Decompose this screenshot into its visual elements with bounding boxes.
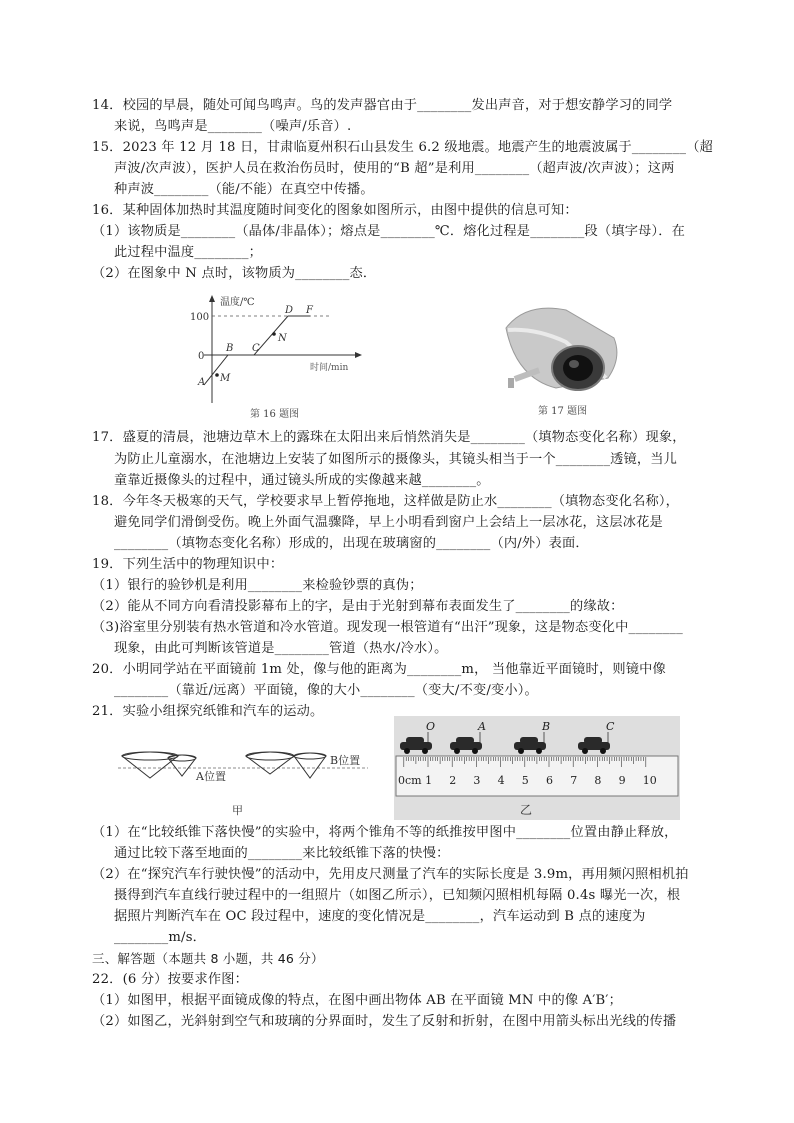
q18-line2: 避免同学们滑倒受伤。晚上外面气温骤降，早上小明看到窗户上会结上一层冰花，这层冰花是 [114,515,663,530]
fig16-graph [190,293,370,423]
q17-line1: 17．盛夏的清晨，池塘边草木上的露珠在太阳出来后悄然消失是________（填物态变化名称）现象， [92,430,686,445]
fig16-point-c: C [252,343,260,354]
q18-line3: ________（填物态变化名称）形成的，出现在玻璃窗的________（内/外）表面． [114,536,589,551]
fig21-pos-b: B位置 [330,754,361,767]
q22-line3: （2）如图乙，光斜射到空气和玻璃的分界面时，发生了反射和折射，在图中用箭头标出光线的传播 [92,1014,677,1029]
fig16-point-b: B [226,343,234,354]
ruler-label: 7 [570,774,578,787]
fig21-car-c [578,737,610,754]
fig16-point-m: M [220,373,231,384]
ruler-label: 9 [618,774,626,787]
q15-line1: 15．2023 年 12 月 18 日，甘肃临夏州积石山县发生 6.2 级地震。地震产生的地震波属于________（超 [92,140,713,155]
q17-line2: 为防止儿童溺水，在池塘边上安装了如图所示的摄像头，其镜头相当于一个________透镜，当儿 [114,452,678,467]
q19-line3: （2）能从不同方向看清投影幕布上的字，是由于光射到幕布表面发生了________的缘故： [92,599,624,614]
q21-line3: 通过比较下落至地面的________来比较纸锥下落的快慢： [114,846,450,861]
fig16-point-n: N [278,333,287,344]
q15-line3: 种声波________（能/不能）在真空中传播。 [114,182,374,197]
q14-line2: 来说，鸟鸣声是________（噪声/乐音）. [114,119,352,134]
q19-line5: 现象，由此可判断该管道是________管道（热水/冷水）。 [114,641,448,656]
fig16-y100: 100 [190,312,210,323]
fig21-mark-c: C [606,720,615,733]
q14-line1: 14．校园的早晨，随处可闻鸟鸣声。鸟的发声器官由于________发出声音，对于想安静学习的同学 [92,98,673,113]
fig21-car-b [514,737,546,754]
fig21-ruler-photo [394,716,680,820]
fig21-mark-b: B [542,720,551,733]
q17-line3: 童靠近摄像头的过程中，通过镜头所成的实像越来越________。 [114,473,490,488]
fig21-mark-a: A [478,720,486,733]
q21-line1: 21．实验小组探究纸锥和汽车的运动。 [92,704,324,719]
q18-line1: 18．今年冬天极寒的天气，学校要求早上暂停拖地，这样做是防止水________（填物态变化名称）， [92,494,680,509]
q21-line4: （2）在“探究汽车行驶快慢”的活动中，先用皮尺测量了汽车的实际长度是 3.9m，再用频闪照相机拍 [92,867,689,882]
q20-line2: ________（靠近/远离）平面镜，像的大小________（变大/不变/变小）。 [114,683,538,698]
fig16-ylabel: 温度/℃ [220,297,255,308]
q19-line2: （1）银行的验钞机是利用________来检验钞票的真伪； [92,578,423,593]
ruler-label: 6 [546,774,553,787]
ruler-label: 3 [473,774,481,787]
fig21-ruler-svg [394,716,680,820]
q21-line7: ________m/s． [114,930,207,945]
q19-line1: 19．下列生活中的物理知识中： [92,557,284,572]
fig21-car-o [400,737,432,754]
q20-line1: 20．小明同学站在平面镜前 1m 处，像与他的距离为________m， 当他靠近平面镜时，则镜中像 [92,662,666,677]
fig17-camera [496,298,626,422]
q16-line2: （1）该物质是________（晶体/非晶体）；熔点是________℃．熔化过程是________段（填字母）．在 [92,224,686,239]
fig21-pos-a: A位置 [196,770,226,783]
fig21-mark-o: O [426,720,436,733]
q21-line6: 据照片判断汽车在 OC 段过程中，速度的变化情况是________，汽车运动到 B 点的速度为 [114,909,646,924]
fig21-label-jia: 甲 [232,804,243,817]
fig16-point-a: A [198,377,206,388]
section-3-heading: 三、解答题（本题共 8 小题，共 46 分） [92,951,324,966]
fig16-caption: 第 16 题图 [250,409,300,420]
q16-line3: 此过程中温度________； [114,245,263,260]
fig16-y0: 0 [198,351,205,362]
fig21-cones [118,748,388,818]
q16-line4: （2）在图象中 N 点时，该物质为________态． [92,266,377,281]
q21-line5: 摄得到汽车直线行驶过程中的一组照片（如图乙所示），已知频闪照相机每隔 0.4s 曝光一次，根 [114,888,681,903]
q19-line4: （3)浴室里分别装有热水管道和冷水管道。现发现一根管道有“出汗”现象，这是物态变化中________ [92,620,683,635]
fig16-point-d: D [285,305,294,316]
ruler-label: 5 [521,774,529,787]
fig16-xlabel: 时间/min [310,363,349,373]
fig17-caption: 第 17 题图 [538,406,588,417]
q15-line2: 声波/次声波），医护人员在救治伤员时，使用的“B 超”是利用________（超声波/次声波）；这两 [114,161,675,176]
ruler-label: 4 [497,774,505,787]
fig16-point-f: F [306,305,313,316]
ruler-label: 0cm 1 [398,774,433,787]
fig21-label-yi: 乙 [520,803,533,817]
q22-line1: 22．(6 分）按要求作图： [92,972,248,987]
ruler-label: 10 [642,774,657,787]
ruler-label: 2 [449,774,457,787]
q22-line2: （1）如图甲，根据平面镜成像的特点，在图中画出物体 AB 在平面镜 MN 中的像 A′B′； [92,993,623,1008]
q16-line1: 16．某种固体加热时其温度随时间变化的图象如图所示，由图中提供的信息可知： [92,203,578,218]
ruler-label: 8 [594,774,602,787]
fig21-car-a [450,737,482,754]
q21-line2: （1）在“比较纸锥下落快慢”的实验中，将两个锥角不等的纸推按甲图中________位置由静止释放， [92,825,678,840]
